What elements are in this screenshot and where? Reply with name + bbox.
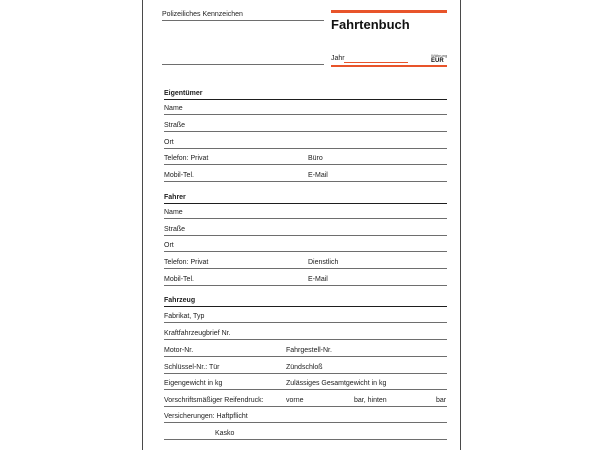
driver-street-label: Straße <box>164 226 186 233</box>
owner-name-line[interactable] <box>164 114 447 115</box>
plate-line[interactable] <box>162 64 324 65</box>
owner-heading: Eigentümer <box>164 90 203 97</box>
owner-street-label: Straße <box>164 122 186 129</box>
owner-mobile-line[interactable] <box>164 181 447 182</box>
vehicle-regdoc-line[interactable] <box>164 339 447 340</box>
vehicle-tire-line[interactable] <box>164 406 447 407</box>
driver-street-line[interactable] <box>164 235 447 236</box>
vehicle-heading-rule <box>164 306 447 307</box>
owner-email-label: E-Mail <box>308 172 328 179</box>
currency-caption: Währung <box>431 53 448 58</box>
driver-mobile-line[interactable] <box>164 285 447 286</box>
owner-street-line[interactable] <box>164 131 447 132</box>
insurance-kasko-line[interactable] <box>164 439 447 440</box>
owner-city-line[interactable] <box>164 148 447 149</box>
insurance-liability-label: Versicherungen: Haftpflicht <box>164 413 248 420</box>
insurance-liability-line[interactable] <box>164 422 447 423</box>
driver-name-line[interactable] <box>164 218 447 219</box>
vehicle-regdoc-label: Kraftfahrzeugbrief Nr. <box>164 330 231 337</box>
vehicle-curb-weight-label: Eigengewicht in kg <box>164 380 223 387</box>
owner-phone-office-label: Büro <box>308 155 323 162</box>
driver-heading: Fahrer <box>164 194 186 201</box>
driver-phone-line[interactable] <box>164 268 447 269</box>
driver-email-label: E-Mail <box>308 276 328 283</box>
vehicle-make-label: Fabrikat, Typ <box>164 313 205 320</box>
owner-heading-rule <box>164 99 447 100</box>
currency-code: EUR <box>431 58 444 64</box>
plate-line-top <box>162 20 324 21</box>
vehicle-tire-rear-label: bar, hinten <box>354 397 387 404</box>
owner-phone-line[interactable] <box>164 164 447 165</box>
vehicle-key-door-label: Schlüssel-Nr.: Tür <box>164 364 220 371</box>
year-label: Jahr <box>331 55 345 62</box>
vehicle-engine-line[interactable] <box>164 356 447 357</box>
vehicle-heading: Fahrzeug <box>164 297 196 304</box>
vehicle-tire-front-label: vorne <box>286 397 304 404</box>
vehicle-tire-pressure-label: Vorschriftsmäßiger Reifendruck: <box>164 397 264 404</box>
year-line[interactable] <box>344 62 408 63</box>
vehicle-engine-label: Motor-Nr. <box>164 347 194 354</box>
driver-city-label: Ort <box>164 242 174 249</box>
driver-phone-office-label: Dienstlich <box>308 259 339 266</box>
vehicle-key-ignition-label: Zündschloß <box>286 364 323 371</box>
driver-heading-rule <box>164 203 447 204</box>
driver-phone-private-label: Telefon: Privat <box>164 259 209 266</box>
vehicle-weight-line[interactable] <box>164 389 447 390</box>
driver-name-label: Name <box>164 209 183 216</box>
owner-phone-private-label: Telefon: Privat <box>164 155 209 162</box>
owner-name-label: Name <box>164 105 183 112</box>
owner-mobile-label: Mobil-Tel. <box>164 172 194 179</box>
insurance-kasko-label: Kasko <box>215 430 235 437</box>
vehicle-gross-weight-label: Zulässiges Gesamtgewicht in kg <box>286 380 387 387</box>
title-accent-bar <box>331 10 447 13</box>
plate-label: Polizeiliches Kennzeichen <box>162 11 243 18</box>
owner-city-label: Ort <box>164 139 174 146</box>
vehicle-chassis-label: Fahrgestell-Nr. <box>286 347 332 354</box>
driver-mobile-label: Mobil-Tel. <box>164 276 194 283</box>
vehicle-make-line[interactable] <box>164 322 447 323</box>
page-title: Fahrtenbuch <box>331 17 410 32</box>
logbook-form-page <box>142 0 461 450</box>
vehicle-key-line[interactable] <box>164 373 447 374</box>
driver-city-line[interactable] <box>164 251 447 252</box>
header-accent-line <box>331 65 447 67</box>
vehicle-tire-bar-label: bar <box>436 397 447 404</box>
